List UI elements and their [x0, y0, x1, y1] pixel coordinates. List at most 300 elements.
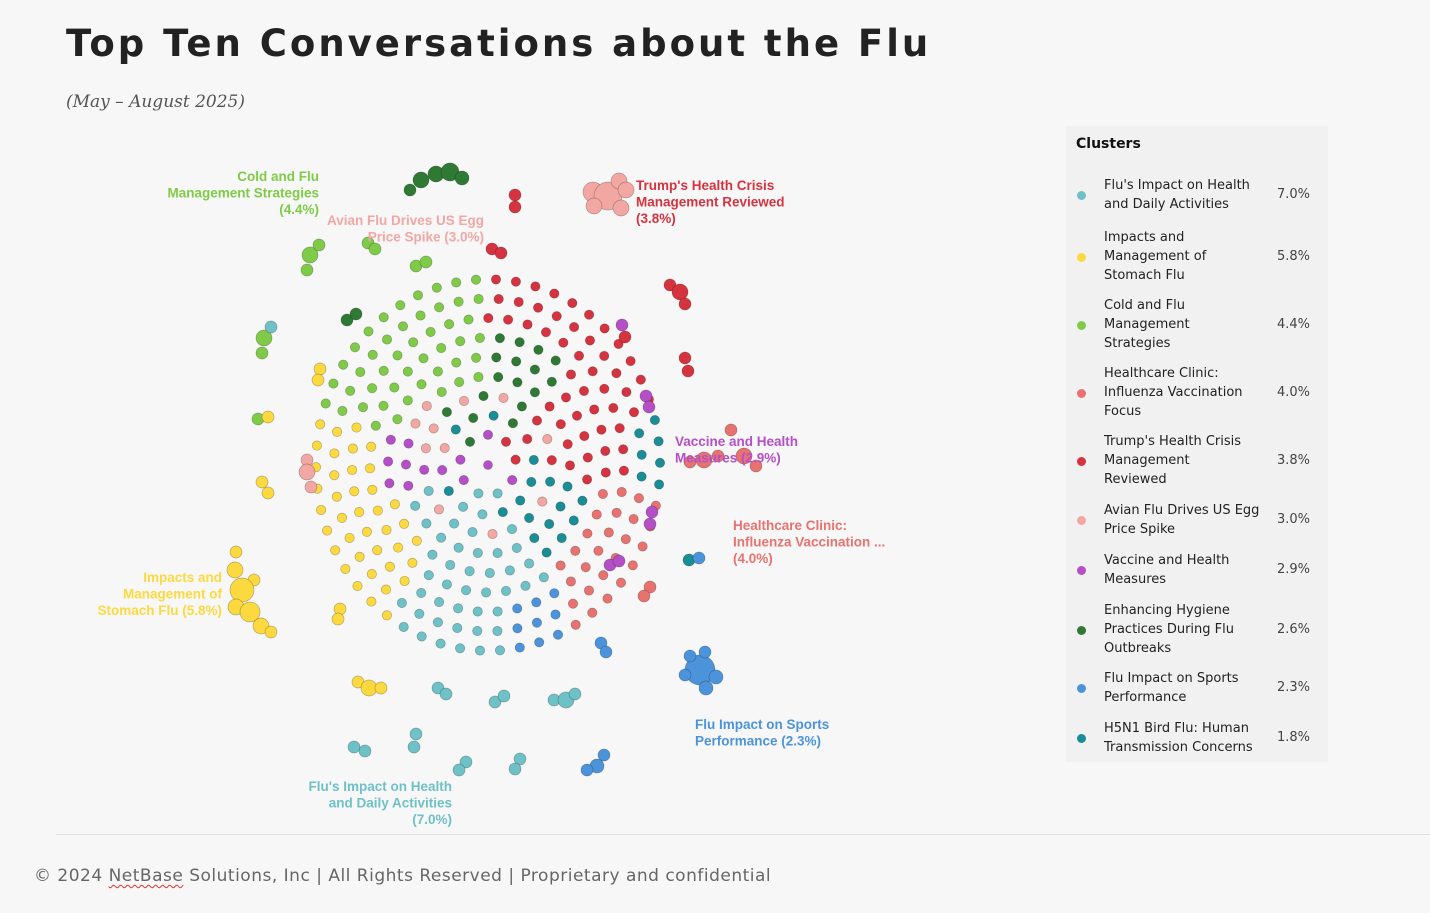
bubble-healthcare_clinic[interactable]: [588, 608, 597, 617]
bubble-avian_egg[interactable]: [299, 464, 315, 480]
bubble-stomach_flu[interactable]: [382, 525, 391, 534]
bubble-flu_impact_health[interactable]: [461, 586, 470, 595]
bubble-flu_impact_health[interactable]: [422, 519, 431, 528]
bubble-h5n1[interactable]: [527, 477, 536, 486]
bubble-cold_flu_mgmt[interactable]: [356, 367, 365, 376]
bubble-flu_impact_health[interactable]: [512, 543, 521, 552]
bubble-hygiene[interactable]: [512, 357, 521, 366]
bubble-stomach_flu[interactable]: [381, 585, 390, 594]
bubble-flu_impact_health[interactable]: [449, 519, 458, 528]
bubble-flu_impact_health[interactable]: [521, 581, 530, 590]
bubble-avian_egg[interactable]: [421, 444, 430, 453]
bubble-flu_impact_health[interactable]: [410, 728, 422, 740]
bubble-avian_egg[interactable]: [618, 182, 634, 198]
bubble-cold_flu_mgmt[interactable]: [367, 384, 376, 393]
bubble-stomach_flu[interactable]: [373, 506, 382, 515]
bubble-vaccine_health[interactable]: [385, 479, 394, 488]
bubble-flu_impact_health[interactable]: [493, 548, 502, 557]
bubble-trump_health[interactable]: [556, 420, 565, 429]
bubble-h5n1[interactable]: [654, 480, 663, 489]
bubble-vaccine_health[interactable]: [646, 506, 658, 518]
bubble-hygiene[interactable]: [508, 419, 517, 428]
bubble-trump_health[interactable]: [491, 275, 500, 284]
bubble-stomach_flu[interactable]: [385, 562, 394, 571]
bubble-cold_flu_mgmt[interactable]: [371, 421, 380, 430]
bubble-vaccine_health[interactable]: [404, 439, 413, 448]
bubble-cold_flu_mgmt[interactable]: [364, 327, 373, 336]
bubble-flu_impact_health[interactable]: [442, 580, 451, 589]
bubble-sports[interactable]: [693, 552, 705, 564]
bubble-trump_health[interactable]: [531, 282, 540, 291]
bubble-cold_flu_mgmt[interactable]: [417, 380, 426, 389]
bubble-cold_flu_mgmt[interactable]: [474, 294, 483, 303]
bubble-h5n1[interactable]: [451, 425, 460, 434]
bubble-stomach_flu[interactable]: [382, 611, 391, 620]
bubble-trump_health[interactable]: [612, 369, 621, 378]
bubble-stomach_flu[interactable]: [265, 626, 277, 638]
bubble-vaccine_health[interactable]: [383, 457, 392, 466]
bubble-stomach_flu[interactable]: [312, 374, 324, 386]
bubble-flu_impact_health[interactable]: [493, 489, 502, 498]
bubble-cold_flu_mgmt[interactable]: [398, 322, 407, 331]
bubble-trump_health[interactable]: [682, 365, 694, 377]
bubble-stomach_flu[interactable]: [355, 507, 364, 516]
bubble-vaccine_health[interactable]: [643, 401, 655, 413]
bubble-hygiene[interactable]: [469, 413, 478, 422]
bubble-trump_health[interactable]: [514, 297, 523, 306]
bubble-cold_flu_mgmt[interactable]: [464, 315, 473, 324]
bubble-trump_health[interactable]: [580, 431, 589, 440]
bubble-h5n1[interactable]: [655, 458, 664, 467]
bubble-healthcare_clinic[interactable]: [617, 487, 626, 496]
bubble-cold_flu_mgmt[interactable]: [256, 347, 268, 359]
bubble-trump_health[interactable]: [523, 320, 532, 329]
bubble-cold_flu_mgmt[interactable]: [452, 358, 461, 367]
bubble-avian_egg[interactable]: [434, 505, 443, 514]
bubble-flu_impact_health[interactable]: [524, 559, 533, 568]
bubble-avian_egg[interactable]: [543, 434, 552, 443]
bubble-hygiene[interactable]: [492, 353, 501, 362]
bubble-healthcare_clinic[interactable]: [571, 620, 580, 629]
bubble-stomach_flu[interactable]: [365, 464, 374, 473]
bubble-stomach_flu[interactable]: [316, 420, 325, 429]
bubble-vaccine_health[interactable]: [640, 390, 652, 402]
bubble-cold_flu_mgmt[interactable]: [368, 350, 377, 359]
bubble-flu_impact_health[interactable]: [493, 607, 502, 616]
bubble-stomach_flu[interactable]: [256, 476, 268, 488]
bubble-healthcare_clinic[interactable]: [584, 586, 593, 595]
bubble-h5n1[interactable]: [516, 496, 525, 505]
bubble-flu_impact_health[interactable]: [507, 524, 516, 533]
bubble-cold_flu_mgmt[interactable]: [413, 291, 422, 300]
bubble-sports[interactable]: [515, 643, 524, 652]
bubble-trump_health[interactable]: [563, 440, 572, 449]
bubble-trump_health[interactable]: [584, 310, 593, 319]
bubble-cold_flu_mgmt[interactable]: [321, 399, 330, 408]
bubble-trump_health[interactable]: [636, 375, 645, 384]
bubble-flu_impact_health[interactable]: [265, 321, 277, 333]
bubble-sports[interactable]: [709, 670, 723, 684]
bubble-cold_flu_mgmt[interactable]: [420, 256, 432, 268]
bubble-stomach_flu[interactable]: [332, 613, 344, 625]
bubble-stomach_flu[interactable]: [367, 597, 376, 606]
bubble-cold_flu_mgmt[interactable]: [432, 283, 441, 292]
bubble-trump_health[interactable]: [509, 189, 521, 201]
bubble-healthcare_clinic[interactable]: [621, 535, 630, 544]
bubble-h5n1[interactable]: [635, 429, 644, 438]
bubble-trump_health[interactable]: [533, 303, 542, 312]
bubble-stomach_flu[interactable]: [347, 465, 356, 474]
bubble-trump_health[interactable]: [619, 466, 628, 475]
bubble-cold_flu_mgmt[interactable]: [454, 297, 463, 306]
bubble-hygiene[interactable]: [495, 334, 504, 343]
bubble-flu_impact_health[interactable]: [569, 688, 581, 700]
bubble-cold_flu_mgmt[interactable]: [329, 379, 338, 388]
bubble-trump_health[interactable]: [619, 331, 631, 343]
bubble-sports[interactable]: [532, 618, 541, 627]
bubble-h5n1[interactable]: [637, 450, 646, 459]
bubble-trump_health[interactable]: [579, 386, 588, 395]
bubble-cold_flu_mgmt[interactable]: [403, 367, 412, 376]
bubble-stomach_flu[interactable]: [337, 513, 346, 522]
bubble-avian_egg[interactable]: [429, 424, 438, 433]
bubble-stomach_flu[interactable]: [341, 564, 350, 573]
bubble-cold_flu_mgmt[interactable]: [379, 366, 388, 375]
bubble-stomach_flu[interactable]: [230, 578, 254, 602]
bubble-trump_health[interactable]: [545, 402, 554, 411]
bubble-sports[interactable]: [581, 764, 593, 776]
bubble-sports[interactable]: [513, 624, 522, 633]
bubble-vaccine_health[interactable]: [613, 555, 625, 567]
bubble-sports[interactable]: [699, 646, 711, 658]
bubble-flu_impact_health[interactable]: [498, 690, 510, 702]
bubble-cold_flu_mgmt[interactable]: [444, 320, 453, 329]
bubble-trump_health[interactable]: [601, 446, 610, 455]
bubble-stomach_flu[interactable]: [230, 546, 242, 558]
bubble-h5n1[interactable]: [444, 486, 453, 495]
bubble-sports[interactable]: [600, 646, 612, 658]
bubble-healthcare_clinic[interactable]: [583, 529, 592, 538]
bubble-stomach_flu[interactable]: [348, 444, 357, 453]
bubble-trump_health[interactable]: [532, 416, 541, 425]
bubble-healthcare_clinic[interactable]: [571, 546, 580, 555]
bubble-flu_impact_health[interactable]: [473, 548, 482, 557]
bubble-vaccine_health[interactable]: [483, 430, 492, 439]
bubble-stomach_flu[interactable]: [390, 500, 399, 509]
bubble-trump_health[interactable]: [588, 367, 597, 376]
bubble-hygiene[interactable]: [530, 388, 539, 397]
bubble-healthcare_clinic[interactable]: [612, 508, 621, 517]
bubble-hygiene[interactable]: [465, 437, 474, 446]
bubble-trump_health[interactable]: [600, 351, 609, 360]
bubble-trump_health[interactable]: [582, 475, 591, 484]
bubble-trump_health[interactable]: [615, 424, 624, 433]
bubble-trump_health[interactable]: [672, 284, 688, 300]
bubble-trump_health[interactable]: [495, 247, 507, 259]
bubble-avian_egg[interactable]: [440, 443, 449, 452]
bubble-flu_impact_health[interactable]: [433, 618, 442, 627]
bubble-h5n1[interactable]: [542, 548, 551, 557]
bubble-flu_impact_health[interactable]: [453, 764, 465, 776]
bubble-flu_impact_health[interactable]: [348, 741, 360, 753]
bubble-h5n1[interactable]: [654, 437, 663, 446]
bubble-vaccine_health[interactable]: [456, 455, 465, 464]
bubble-flu_impact_health[interactable]: [505, 566, 514, 575]
bubble-cold_flu_mgmt[interactable]: [339, 360, 348, 369]
bubble-stomach_flu[interactable]: [368, 485, 377, 494]
bubble-trump_health[interactable]: [590, 405, 599, 414]
bubble-sports[interactable]: [699, 681, 713, 695]
bubble-trump_health[interactable]: [511, 455, 520, 464]
bubble-trump_health[interactable]: [574, 351, 583, 360]
bubble-flu_impact_health[interactable]: [468, 527, 477, 536]
bubble-cold_flu_mgmt[interactable]: [433, 367, 442, 376]
bubble-healthcare_clinic[interactable]: [634, 494, 643, 503]
bubble-trump_health[interactable]: [566, 370, 575, 379]
bubble-stomach_flu[interactable]: [332, 492, 341, 501]
bubble-trump_health[interactable]: [565, 461, 574, 470]
bubble-stomach_flu[interactable]: [316, 505, 325, 514]
bubble-stomach_flu[interactable]: [399, 519, 408, 528]
bubble-cold_flu_mgmt[interactable]: [393, 351, 402, 360]
bubble-stomach_flu[interactable]: [408, 558, 417, 567]
bubble-flu_impact_health[interactable]: [454, 543, 463, 552]
bubble-sports[interactable]: [532, 598, 541, 607]
bubble-trump_health[interactable]: [494, 294, 503, 303]
bubble-h5n1[interactable]: [545, 519, 554, 528]
bubble-trump_health[interactable]: [541, 328, 550, 337]
bubble-avian_egg[interactable]: [538, 497, 547, 506]
bubble-cold_flu_mgmt[interactable]: [390, 383, 399, 392]
bubble-h5n1[interactable]: [569, 516, 578, 525]
bubble-trump_health[interactable]: [679, 298, 691, 310]
bubble-sports[interactable]: [551, 610, 560, 619]
bubble-cold_flu_mgmt[interactable]: [350, 343, 359, 352]
bubble-vaccine_health[interactable]: [644, 518, 656, 530]
bubble-stomach_flu[interactable]: [330, 449, 339, 458]
bubble-avian_egg[interactable]: [499, 393, 508, 402]
bubble-stomach_flu[interactable]: [400, 576, 409, 585]
bubble-stomach_flu[interactable]: [352, 423, 361, 432]
bubble-cold_flu_mgmt[interactable]: [416, 311, 425, 320]
bubble-stomach_flu[interactable]: [367, 442, 376, 451]
bubble-flu_impact_health[interactable]: [408, 741, 420, 753]
bubble-flu_impact_health[interactable]: [436, 533, 445, 542]
bubble-flu_impact_health[interactable]: [440, 688, 452, 700]
bubble-avian_egg[interactable]: [488, 529, 497, 538]
bubble-cold_flu_mgmt[interactable]: [379, 313, 388, 322]
bubble-vaccine_health[interactable]: [508, 475, 517, 484]
bubble-flu_impact_health[interactable]: [411, 501, 420, 510]
bubble-flu_impact_health[interactable]: [485, 568, 494, 577]
bubble-healthcare_clinic[interactable]: [592, 510, 601, 519]
bubble-stomach_flu[interactable]: [345, 533, 354, 542]
bubble-cold_flu_mgmt[interactable]: [301, 264, 313, 276]
bubble-stomach_flu[interactable]: [367, 569, 376, 578]
bubble-flu_impact_health[interactable]: [424, 486, 433, 495]
bubble-avian_egg[interactable]: [411, 419, 420, 428]
bubble-vaccine_health[interactable]: [438, 465, 447, 474]
bubble-trump_health[interactable]: [609, 403, 618, 412]
bubble-avian_egg[interactable]: [586, 198, 602, 214]
bubble-trump_health[interactable]: [572, 411, 581, 420]
bubble-flu_impact_health[interactable]: [399, 622, 408, 631]
bubble-healthcare_clinic[interactable]: [629, 514, 638, 523]
bubble-stomach_flu[interactable]: [361, 680, 377, 696]
bubble-h5n1[interactable]: [557, 533, 566, 542]
bubble-cold_flu_mgmt[interactable]: [434, 303, 443, 312]
bubble-flu_impact_health[interactable]: [415, 609, 424, 618]
bubble-flu_impact_health[interactable]: [478, 510, 487, 519]
bubble-stomach_flu[interactable]: [262, 487, 274, 499]
bubble-trump_health[interactable]: [601, 468, 610, 477]
bubble-flu_impact_health[interactable]: [495, 646, 504, 655]
bubble-trump_health[interactable]: [622, 387, 631, 396]
bubble-trump_health[interactable]: [561, 393, 570, 402]
bubble-stomach_flu[interactable]: [312, 441, 321, 450]
bubble-cold_flu_mgmt[interactable]: [471, 275, 480, 284]
bubble-trump_health[interactable]: [509, 201, 521, 213]
bubble-hygiene[interactable]: [551, 356, 560, 365]
bubble-hygiene[interactable]: [442, 407, 451, 416]
bubble-cold_flu_mgmt[interactable]: [338, 406, 347, 415]
bubble-stomach_flu[interactable]: [330, 471, 339, 480]
bubble-h5n1[interactable]: [530, 533, 539, 542]
bubble-stomach_flu[interactable]: [262, 411, 274, 423]
bubble-flu_impact_health[interactable]: [458, 502, 467, 511]
bubble-trump_health[interactable]: [619, 445, 628, 454]
bubble-trump_health[interactable]: [503, 315, 512, 324]
bubble-hygiene[interactable]: [547, 377, 556, 386]
bubble-sports[interactable]: [684, 650, 696, 662]
bubble-trump_health[interactable]: [600, 324, 609, 333]
bubble-hygiene[interactable]: [404, 184, 416, 196]
bubble-cold_flu_mgmt[interactable]: [409, 338, 418, 347]
bubble-trump_health[interactable]: [568, 298, 577, 307]
bubble-cold_flu_mgmt[interactable]: [393, 415, 402, 424]
bubble-healthcare_clinic[interactable]: [603, 594, 612, 603]
bubble-stomach_flu[interactable]: [322, 526, 331, 535]
bubble-cold_flu_mgmt[interactable]: [437, 343, 446, 352]
bubble-trump_health[interactable]: [523, 434, 532, 443]
bubble-hygiene[interactable]: [350, 308, 362, 320]
bubble-avian_egg[interactable]: [422, 401, 431, 410]
bubble-flu_impact_health[interactable]: [475, 646, 484, 655]
bubble-cold_flu_mgmt[interactable]: [358, 403, 367, 412]
bubble-cold_flu_mgmt[interactable]: [346, 386, 355, 395]
bubble-healthcare_clinic[interactable]: [581, 563, 590, 572]
bubble-healthcare_clinic[interactable]: [598, 489, 607, 498]
bubble-healthcare_clinic[interactable]: [556, 561, 565, 570]
bubble-sports[interactable]: [513, 604, 522, 613]
bubble-cold_flu_mgmt[interactable]: [403, 396, 412, 405]
bubble-cold_flu_mgmt[interactable]: [369, 243, 381, 255]
bubble-flu_impact_health[interactable]: [473, 626, 482, 635]
bubble-h5n1[interactable]: [489, 411, 498, 420]
bubble-cold_flu_mgmt[interactable]: [475, 333, 484, 342]
bubble-flu_impact_health[interactable]: [417, 632, 426, 641]
bubble-flu_impact_health[interactable]: [455, 644, 464, 653]
bubble-h5n1[interactable]: [529, 455, 538, 464]
bubble-stomach_flu[interactable]: [353, 581, 362, 590]
bubble-h5n1[interactable]: [556, 502, 565, 511]
bubble-cold_flu_mgmt[interactable]: [379, 401, 388, 410]
bubble-cold_flu_mgmt[interactable]: [456, 337, 465, 346]
bubble-flu_impact_health[interactable]: [473, 607, 482, 616]
bubble-trump_health[interactable]: [679, 352, 691, 364]
bubble-flu_impact_health[interactable]: [509, 763, 521, 775]
bubble-flu_impact_health[interactable]: [397, 598, 406, 607]
bubble-avian_egg[interactable]: [459, 396, 468, 405]
bubble-healthcare_clinic[interactable]: [599, 571, 608, 580]
bubble-flu_impact_health[interactable]: [474, 489, 483, 498]
bubble-trump_health[interactable]: [629, 408, 638, 417]
bubble-flu_impact_health[interactable]: [465, 567, 474, 576]
bubble-trump_health[interactable]: [547, 456, 556, 465]
bubble-flu_impact_health[interactable]: [436, 639, 445, 648]
bubble-sports[interactable]: [553, 630, 562, 639]
bubble-sports[interactable]: [535, 638, 544, 647]
bubble-hygiene[interactable]: [455, 171, 469, 185]
bubble-flu_impact_health[interactable]: [359, 745, 371, 757]
bubble-stomach_flu[interactable]: [355, 552, 364, 561]
bubble-vaccine_health[interactable]: [386, 435, 395, 444]
bubble-hygiene[interactable]: [515, 338, 524, 347]
bubble-stomach_flu[interactable]: [373, 546, 382, 555]
bubble-sports[interactable]: [598, 749, 610, 761]
bubble-stomach_flu[interactable]: [393, 543, 402, 552]
bubble-cold_flu_mgmt[interactable]: [437, 387, 446, 396]
bubble-stomach_flu[interactable]: [314, 363, 326, 375]
bubble-cold_flu_mgmt[interactable]: [382, 335, 391, 344]
bubble-h5n1[interactable]: [524, 513, 533, 522]
bubble-flu_impact_health[interactable]: [493, 626, 502, 635]
bubble-stomach_flu[interactable]: [375, 682, 387, 694]
bubble-stomach_flu[interactable]: [362, 527, 371, 536]
bubble-h5n1[interactable]: [545, 477, 554, 486]
bubble-hygiene[interactable]: [534, 345, 543, 354]
bubble-stomach_flu[interactable]: [332, 427, 341, 436]
bubble-healthcare_clinic[interactable]: [628, 561, 637, 570]
bubble-trump_health[interactable]: [484, 313, 493, 322]
bubble-hygiene[interactable]: [479, 391, 488, 400]
bubble-flu_impact_health[interactable]: [417, 588, 426, 597]
bubble-trump_health[interactable]: [600, 384, 609, 393]
bubble-healthcare_clinic[interactable]: [566, 577, 575, 586]
bubble-cold_flu_mgmt[interactable]: [471, 353, 480, 362]
bubble-flu_impact_health[interactable]: [539, 573, 548, 582]
bubble-flu_impact_health[interactable]: [501, 586, 510, 595]
bubble-avian_egg[interactable]: [613, 200, 629, 216]
bubble-trump_health[interactable]: [559, 338, 568, 347]
bubble-healthcare_clinic[interactable]: [638, 542, 647, 551]
bubble-trump_health[interactable]: [511, 277, 520, 286]
bubble-h5n1[interactable]: [650, 415, 659, 424]
bubble-flu_impact_health[interactable]: [453, 604, 462, 613]
bubble-flu_impact_health[interactable]: [481, 588, 490, 597]
bubble-stomach_flu[interactable]: [331, 546, 340, 555]
bubble-trump_health[interactable]: [597, 425, 606, 434]
bubble-hygiene[interactable]: [513, 378, 522, 387]
bubble-vaccine_health[interactable]: [616, 319, 628, 331]
bubble-cold_flu_mgmt[interactable]: [474, 372, 483, 381]
bubble-vaccine_health[interactable]: [484, 461, 493, 470]
bubble-trump_health[interactable]: [569, 322, 578, 331]
bubble-vaccine_health[interactable]: [459, 475, 468, 484]
bubble-flu_impact_health[interactable]: [453, 623, 462, 632]
bubble-h5n1[interactable]: [578, 496, 587, 505]
bubble-trump_health[interactable]: [552, 312, 561, 321]
